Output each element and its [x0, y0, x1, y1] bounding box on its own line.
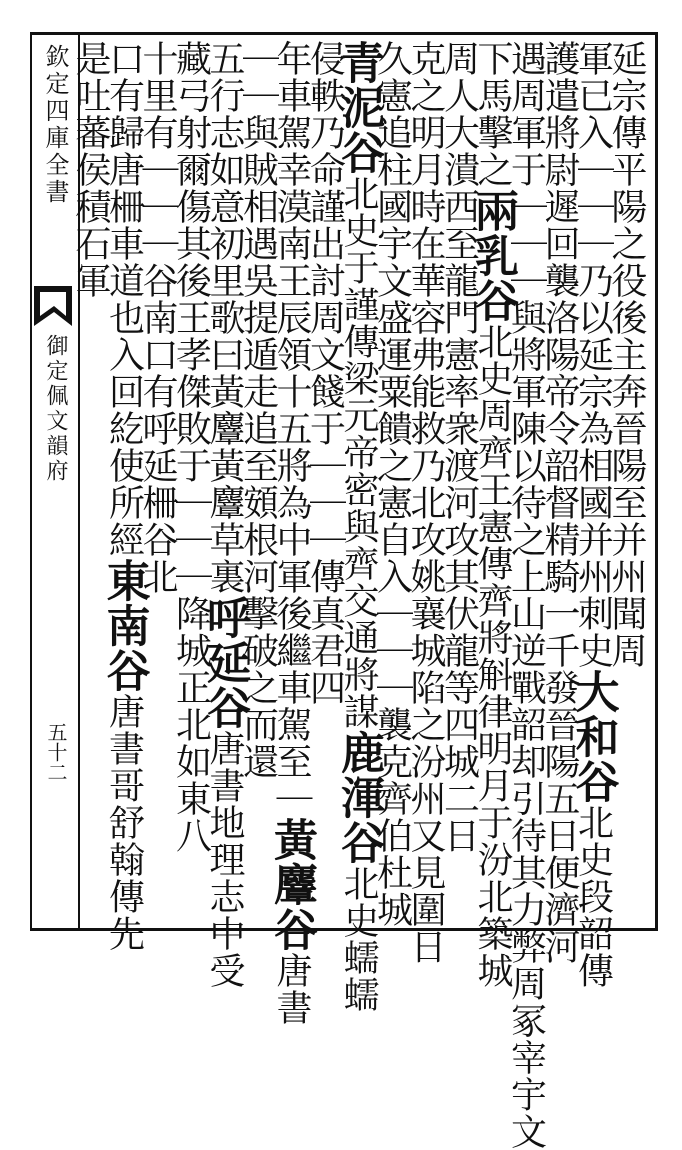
library-title: 欽定四庫全書 — [41, 44, 69, 206]
text-segment: 克之明月時在華容弗能救乃北攻姚襄城陷之汾州又見圍日 — [405, 40, 446, 965]
text-column — [237, 40, 280, 920]
text-segment: 五行志如意初里歌曰黃麞黃麞草裏 — [204, 40, 245, 595]
text-segment: 降城正北如東八 — [170, 595, 212, 854]
text-column — [467, 40, 518, 989]
text-column — [505, 40, 548, 1150]
entry-heading: 大和谷 — [567, 669, 619, 804]
text-segment: 是吐蕃侯積石軍 — [70, 40, 111, 299]
text-column — [539, 40, 581, 965]
text-column — [170, 40, 213, 920]
top-border — [30, 32, 658, 35]
text-segment: 北史周齊王憲傳齊將斛律明月于汾北築城 — [472, 323, 513, 989]
text-column — [304, 40, 347, 920]
text-segment: 唐書地理志中受 — [204, 730, 245, 989]
text-column — [438, 40, 481, 920]
text-segment: 遇周軍于｜｜｜與將軍陳以待之上山逆戰韶却引待其力弊 — [505, 40, 547, 965]
entry-heading: 兩乳谷 — [467, 188, 518, 323]
text-segment: 北史于謹傳梁元帝密與齊交通將謀 — [338, 175, 379, 730]
text-column — [371, 40, 414, 928]
book-title: 御定佩文韻府 — [43, 334, 68, 484]
text-segment: 唐書 — [271, 952, 312, 1026]
text-segment: 口有歸唐柵車道也入回紇使所經 — [103, 40, 145, 558]
page-number: 五十二 — [44, 722, 68, 782]
text-column — [70, 40, 112, 920]
text-segment: 軍已入｜｜｜乃以延宗為相國并州刺史 — [572, 40, 614, 669]
text-segment: 周冢宰宇文 — [505, 965, 547, 1150]
text-segment: 周人大潰 — [438, 40, 480, 188]
text-segment: 傳真君四 — [304, 558, 346, 706]
text-segment: 北史段韶傳 — [572, 804, 614, 989]
text-segment: 延宗傳平陽之役後主奔晉陽至并州聞周 — [606, 40, 647, 669]
text-column — [98, 40, 150, 952]
entry-heading: 黃麞谷 — [266, 817, 317, 952]
left-border — [30, 32, 32, 931]
entry-heading: 鹿渾谷 — [333, 730, 384, 865]
text-segment: 藏弓射爾傷其後王孝傑敗于｜｜｜ — [170, 40, 212, 595]
text-column — [567, 40, 619, 989]
text-segment: ｜｜與賊相遇吳提遁走追至頞根河擊破之而還 — [237, 40, 279, 780]
text-column — [333, 40, 384, 1013]
entry-heading: 呼延谷 — [199, 595, 250, 730]
fish-tail-mark-icon — [34, 286, 72, 326]
text-segment: 久憲追柱國宇文盛運粟饋之憲自入｜｜｜襲克齊伯杜城 — [371, 40, 413, 928]
text-segment: 十里有｜｜｜谷南口有呼延柵谷北 — [137, 40, 178, 595]
text-column — [266, 40, 317, 1026]
text-column — [606, 40, 648, 920]
text-segment: 西至龍門憲率衆渡河攻其伏龍等四城二日 — [438, 188, 480, 854]
text-segment: 下馬擊之 — [472, 40, 513, 188]
text-segment: 北史蠕蠕 — [338, 865, 379, 1013]
text-segment: 年車駕幸漠南王辰領十五將為中軍後繼車駕至｜ — [271, 40, 312, 817]
right-border — [655, 32, 658, 931]
text-segment: 侵軼乃命謹出討周文餞于｜｜｜ — [304, 40, 346, 558]
text-segment: 唐書哥舒翰傳先 — [103, 693, 145, 952]
text-column — [137, 40, 179, 920]
entry-heading: 青泥谷 — [333, 40, 384, 175]
text-column — [199, 40, 250, 989]
entry-heading: 東南谷 — [98, 558, 150, 693]
text-segment: 護遣將尉遲回襲洛陽帝令韶督精騎一千發晉陽五日便濟河 — [539, 40, 580, 965]
text-column — [405, 40, 447, 965]
